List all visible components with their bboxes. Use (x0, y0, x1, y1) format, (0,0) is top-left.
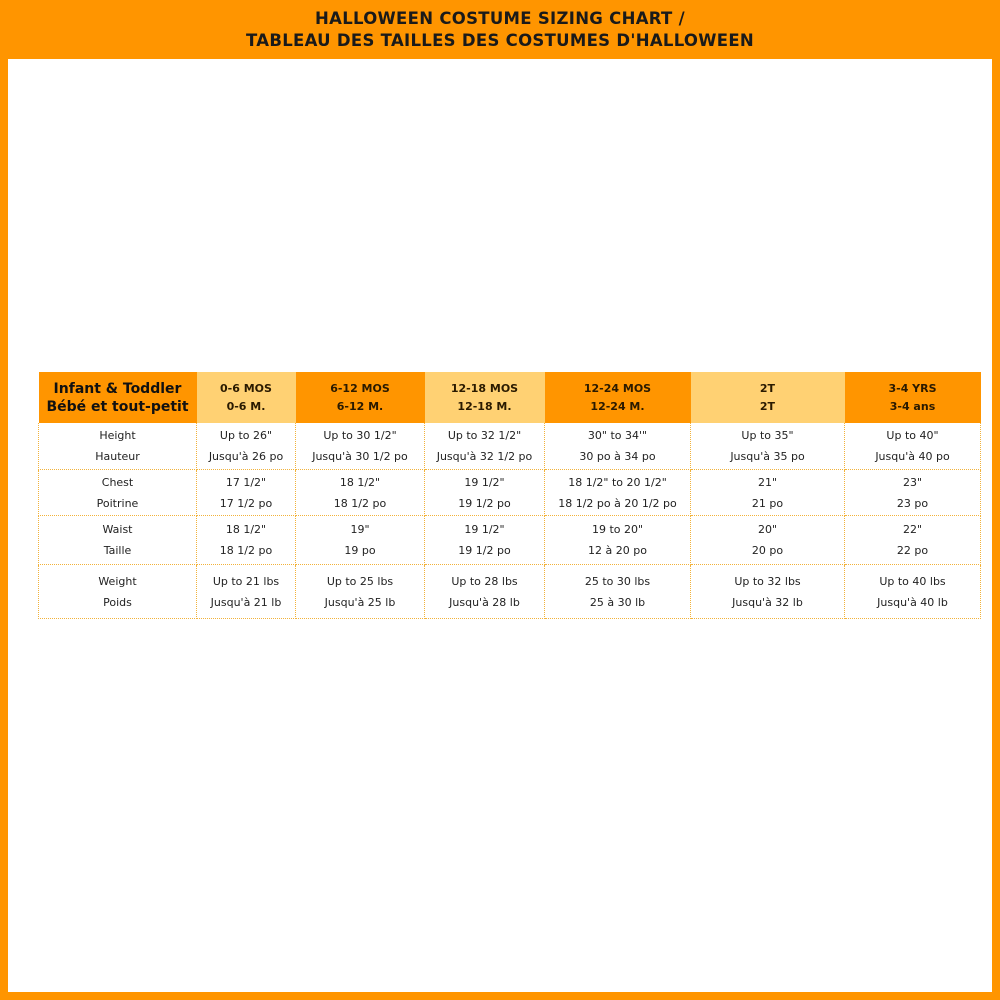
column-label-fr: 0-6 M. (226, 399, 266, 413)
row-label-en: Chest (101, 475, 134, 489)
cell-value-fr: 23 po (896, 496, 929, 510)
cell-value-en: 25 to 30 lbs (584, 574, 651, 588)
table-cell (691, 470, 845, 516)
cell-value-fr: Jusqu'à 40 po (875, 450, 950, 463)
cell-value-en: 19 1/2" (464, 523, 505, 536)
cell-value-fr: Jusqu'à 32 1/2 po (436, 450, 533, 463)
table-cell (425, 423, 545, 470)
table-cell (845, 516, 981, 565)
cell-value-fr: 20 po (751, 544, 784, 557)
title-english: HALLOWEEN COSTUME SIZING CHART / (315, 8, 685, 28)
table-cell (545, 565, 691, 619)
table-cell (545, 516, 691, 565)
cell-value-en: 18 1/2" to 20 1/2" (568, 475, 667, 489)
table-cell (545, 470, 691, 516)
cell-value-en: 23" (902, 475, 923, 489)
cell-value-en: 20" (757, 523, 778, 536)
cell-value-fr: 30 po à 34 po (579, 450, 656, 463)
cell-value-en: Up to 32 lbs (734, 574, 801, 588)
corner-label-en: Infant & Toddler (53, 380, 182, 397)
column-label-en: 12-18 MOS (450, 381, 519, 395)
cell-value-en: 19 to 20" (591, 523, 644, 536)
cell-value-fr: 19 1/2 po (458, 496, 511, 510)
column-label-fr: 12-18 M. (457, 399, 512, 413)
sizing-table-container (38, 372, 980, 619)
cell-value-en: 18 1/2" (225, 523, 267, 536)
page-header (0, 0, 1000, 59)
column-label-en: 2T (759, 381, 776, 395)
column-label-en: 0-6 MOS (220, 381, 272, 395)
cell-value-fr: Jusqu'à 40 lb (877, 595, 948, 609)
cell-value-fr: 18 1/2 po à 20 1/2 po (558, 496, 677, 510)
column-label-fr: 6-12 M. (336, 399, 384, 413)
table-cell (197, 516, 296, 565)
table-cell (425, 516, 545, 565)
table-cell (691, 565, 845, 619)
cell-value-en: 30" to 34'" (587, 429, 648, 442)
row-label-cell (39, 565, 197, 619)
column-label-fr: 12-24 M. (590, 399, 645, 413)
column-label-en: 6-12 MOS (330, 381, 390, 395)
table-cell (545, 423, 691, 470)
table-row-weight (39, 565, 981, 619)
row-label-fr: Poids (103, 595, 132, 609)
cell-value-en: Up to 21 lbs (212, 574, 280, 588)
cell-value-en: Up to 35" (741, 429, 794, 442)
table-cell (197, 423, 296, 470)
cell-value-fr: Jusqu'à 30 1/2 po (312, 450, 408, 463)
table-cell (296, 516, 425, 565)
row-label-fr: Taille (103, 544, 132, 557)
column-header-2t (691, 372, 845, 423)
row-label-fr: Poitrine (96, 496, 139, 510)
cell-value-en: 19 1/2" (464, 475, 505, 489)
row-label-cell (39, 423, 197, 470)
cell-value-en: 18 1/2" (339, 475, 381, 489)
table-cell (197, 470, 296, 516)
corner-header (39, 372, 197, 423)
row-label-cell (39, 516, 197, 565)
table-row-chest (39, 470, 981, 516)
column-label-en: 12-24 MOS (583, 381, 652, 395)
cell-value-en: Up to 26" (219, 429, 273, 442)
cell-value-fr: 19 po (344, 544, 376, 557)
table-cell (845, 565, 981, 619)
column-header-0-6 (197, 372, 296, 423)
cell-value-en: 21" (757, 475, 778, 489)
table-cell (425, 565, 545, 619)
cell-value-en: 19" (350, 523, 370, 536)
table-cell (296, 423, 425, 470)
header-row (39, 372, 981, 423)
column-label-en: 3-4 YRS (888, 381, 937, 395)
row-label-fr: Hauteur (95, 450, 140, 463)
cell-value-fr: 22 po (896, 544, 929, 557)
cell-value-fr: 21 po (751, 496, 784, 510)
cell-value-fr: Jusqu'à 35 po (730, 450, 805, 463)
column-header-3-4 (845, 372, 981, 423)
row-label-cell (39, 470, 197, 516)
cell-value-en: Up to 30 1/2" (323, 429, 397, 442)
table-cell (691, 423, 845, 470)
cell-value-en: 17 1/2" (225, 475, 267, 489)
title-french: TABLEAU DES TAILLES DES COSTUMES D'HALLOWEEN (245, 30, 755, 50)
cell-value-en: Up to 25 lbs (326, 574, 394, 588)
column-header-12-24 (545, 372, 691, 423)
row-label-en: Waist (102, 523, 133, 536)
cell-value-fr: Jusqu'à 28 lb (449, 595, 520, 609)
cell-value-fr: 18 1/2 po (219, 544, 273, 557)
table-cell (425, 470, 545, 516)
cell-value-fr: 17 1/2 po (219, 496, 273, 510)
cell-value-en: 22" (902, 523, 923, 536)
table-cell (845, 423, 981, 470)
cell-value-fr: 12 à 20 po (588, 544, 647, 557)
cell-value-fr: Jusqu'à 26 po (208, 450, 284, 463)
cell-value-fr: 18 1/2 po (333, 496, 387, 510)
cell-value-fr: 25 à 30 lb (589, 595, 646, 609)
cell-value-fr: Jusqu'à 25 lb (324, 595, 396, 609)
cell-value-fr: 19 1/2 po (458, 544, 511, 557)
column-label-fr: 2T (759, 399, 776, 413)
cell-value-en: Up to 40 lbs (879, 574, 946, 588)
cell-value-en: Up to 32 1/2" (447, 429, 522, 442)
cell-value-fr: Jusqu'à 21 lb (210, 595, 282, 609)
table-cell (845, 470, 981, 516)
cell-value-en: Up to 28 lbs (451, 574, 518, 588)
table-cell (691, 516, 845, 565)
corner-label-fr: Bébé et tout-petit (46, 398, 189, 415)
sizing-table (38, 372, 981, 619)
row-label-en: Height (99, 429, 136, 442)
table-cell (296, 470, 425, 516)
column-header-6-12 (296, 372, 425, 423)
column-label-fr: 3-4 ans (889, 399, 936, 413)
cell-value-fr: Jusqu'à 32 lb (732, 595, 803, 609)
column-header-12-18 (425, 372, 545, 423)
table-cell (296, 565, 425, 619)
cell-value-en: Up to 40" (886, 429, 939, 442)
row-label-en: Weight (98, 574, 137, 588)
table-row-height (39, 423, 981, 470)
table-cell (197, 565, 296, 619)
table-row-waist (39, 516, 981, 565)
